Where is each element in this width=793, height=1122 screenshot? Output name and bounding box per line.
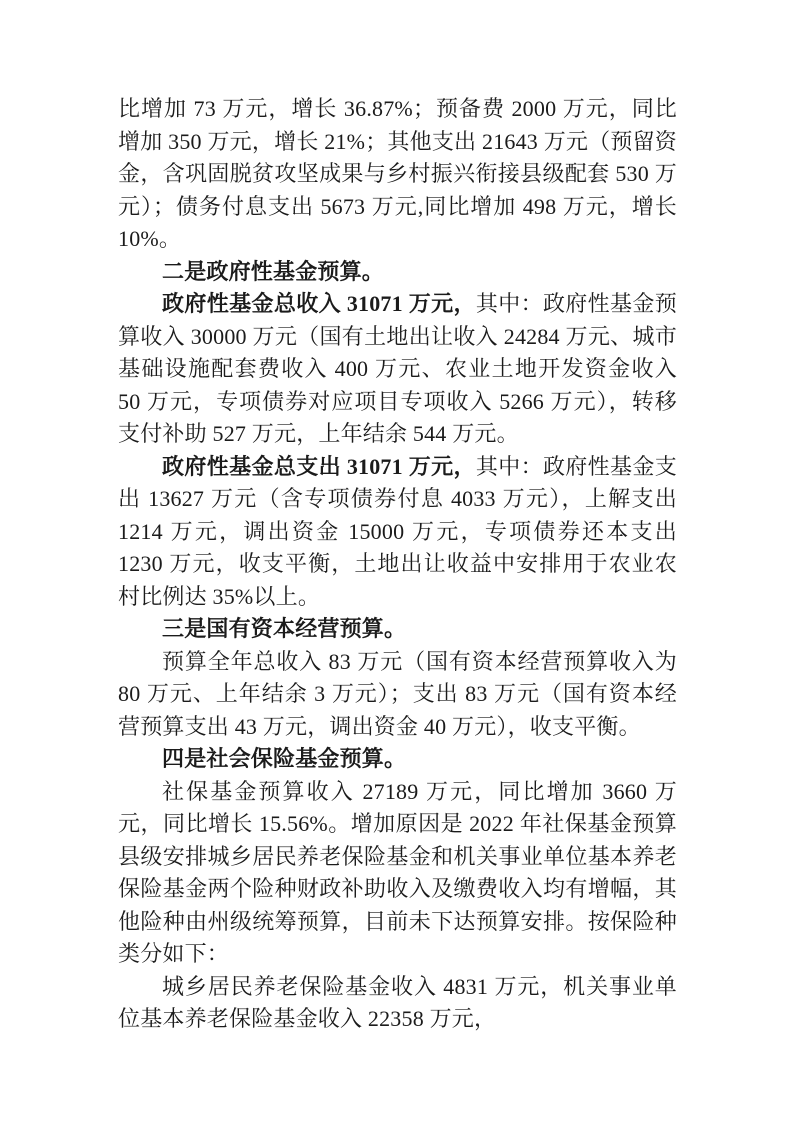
text-run: 比增加 73 万元，增长 36.87%；预备费 2000 万元，同比增加 350 万元，增长 21%；其他支出 21643 万元（预留资金，含巩固脱贫攻坚成果与乡村振兴衔接县级配套 530 万元）；债务付息支出 5673 万元,同比增加 498 万元，增长 10%。 — [118, 96, 677, 251]
bold-lead-run: 政府性基金总支出 31071 万元， — [162, 453, 476, 479]
paragraph — [118, 93, 677, 256]
text-run: 城乡居民养老保险基金收入 4831 万元，机关事业单位基本养老保险基金收入 22358 万元， — [118, 973, 677, 1031]
bold-lead-run: 三是国有资本经营预算。 — [162, 616, 407, 641]
text-run: 社保基金预算收入 27189 万元，同比增加 3660 万元，同比增长 15.56%。增加原因是 2022 年社保基金预算县级安排城乡居民养老保险基金和机关事业单位基本养老保险基金两个险种财政补助收入及缴费收入均有增幅，其他险种由州级统筹预算，目前未下达预算安排。按保险种类分如下： — [118, 778, 677, 966]
section-heading — [118, 613, 677, 646]
text-run: 其中：政府性基金预算收入 30000 万元（国有土地出让收入 24284 万元、城市基础设施配套费收入 400 万元、农业土地开发资金收入 50 万元，专项债券对应项目专项收入 5266 万元），转移支付补助 527 万元，上年结余 544 万元。 — [118, 291, 677, 446]
text-run: 其中：政府性基金支出 13627 万元（含专项债券付息 4033 万元），上解支出 1214 万元，调出资金 15000 万元，专项债券还本支出 1230 万元，收支平衡，土地出让收益中安排用于农业农村比例达 35%以上。 — [118, 453, 677, 609]
section-heading — [118, 256, 677, 289]
paragraph — [118, 288, 677, 451]
document-body — [118, 93, 677, 1036]
text-run: 预算全年总收入 83 万元（国有资本经营预算收入为 80 万元、上年结余 3 万元）；支出 83 万元（国有资本经营预算支出 43 万元，调出资金 40 万元），收支平衡。 — [118, 648, 677, 739]
bold-lead-run: 四是社会保险基金预算。 — [162, 746, 407, 771]
paragraph — [118, 776, 677, 971]
bold-lead-run: 二是政府性基金预算。 — [162, 258, 385, 284]
bold-lead-run: 政府性基金总收入 31071 万元， — [162, 291, 476, 316]
paragraph — [118, 451, 677, 614]
paragraph — [118, 646, 677, 744]
section-heading — [118, 743, 677, 776]
paragraph — [118, 971, 677, 1036]
